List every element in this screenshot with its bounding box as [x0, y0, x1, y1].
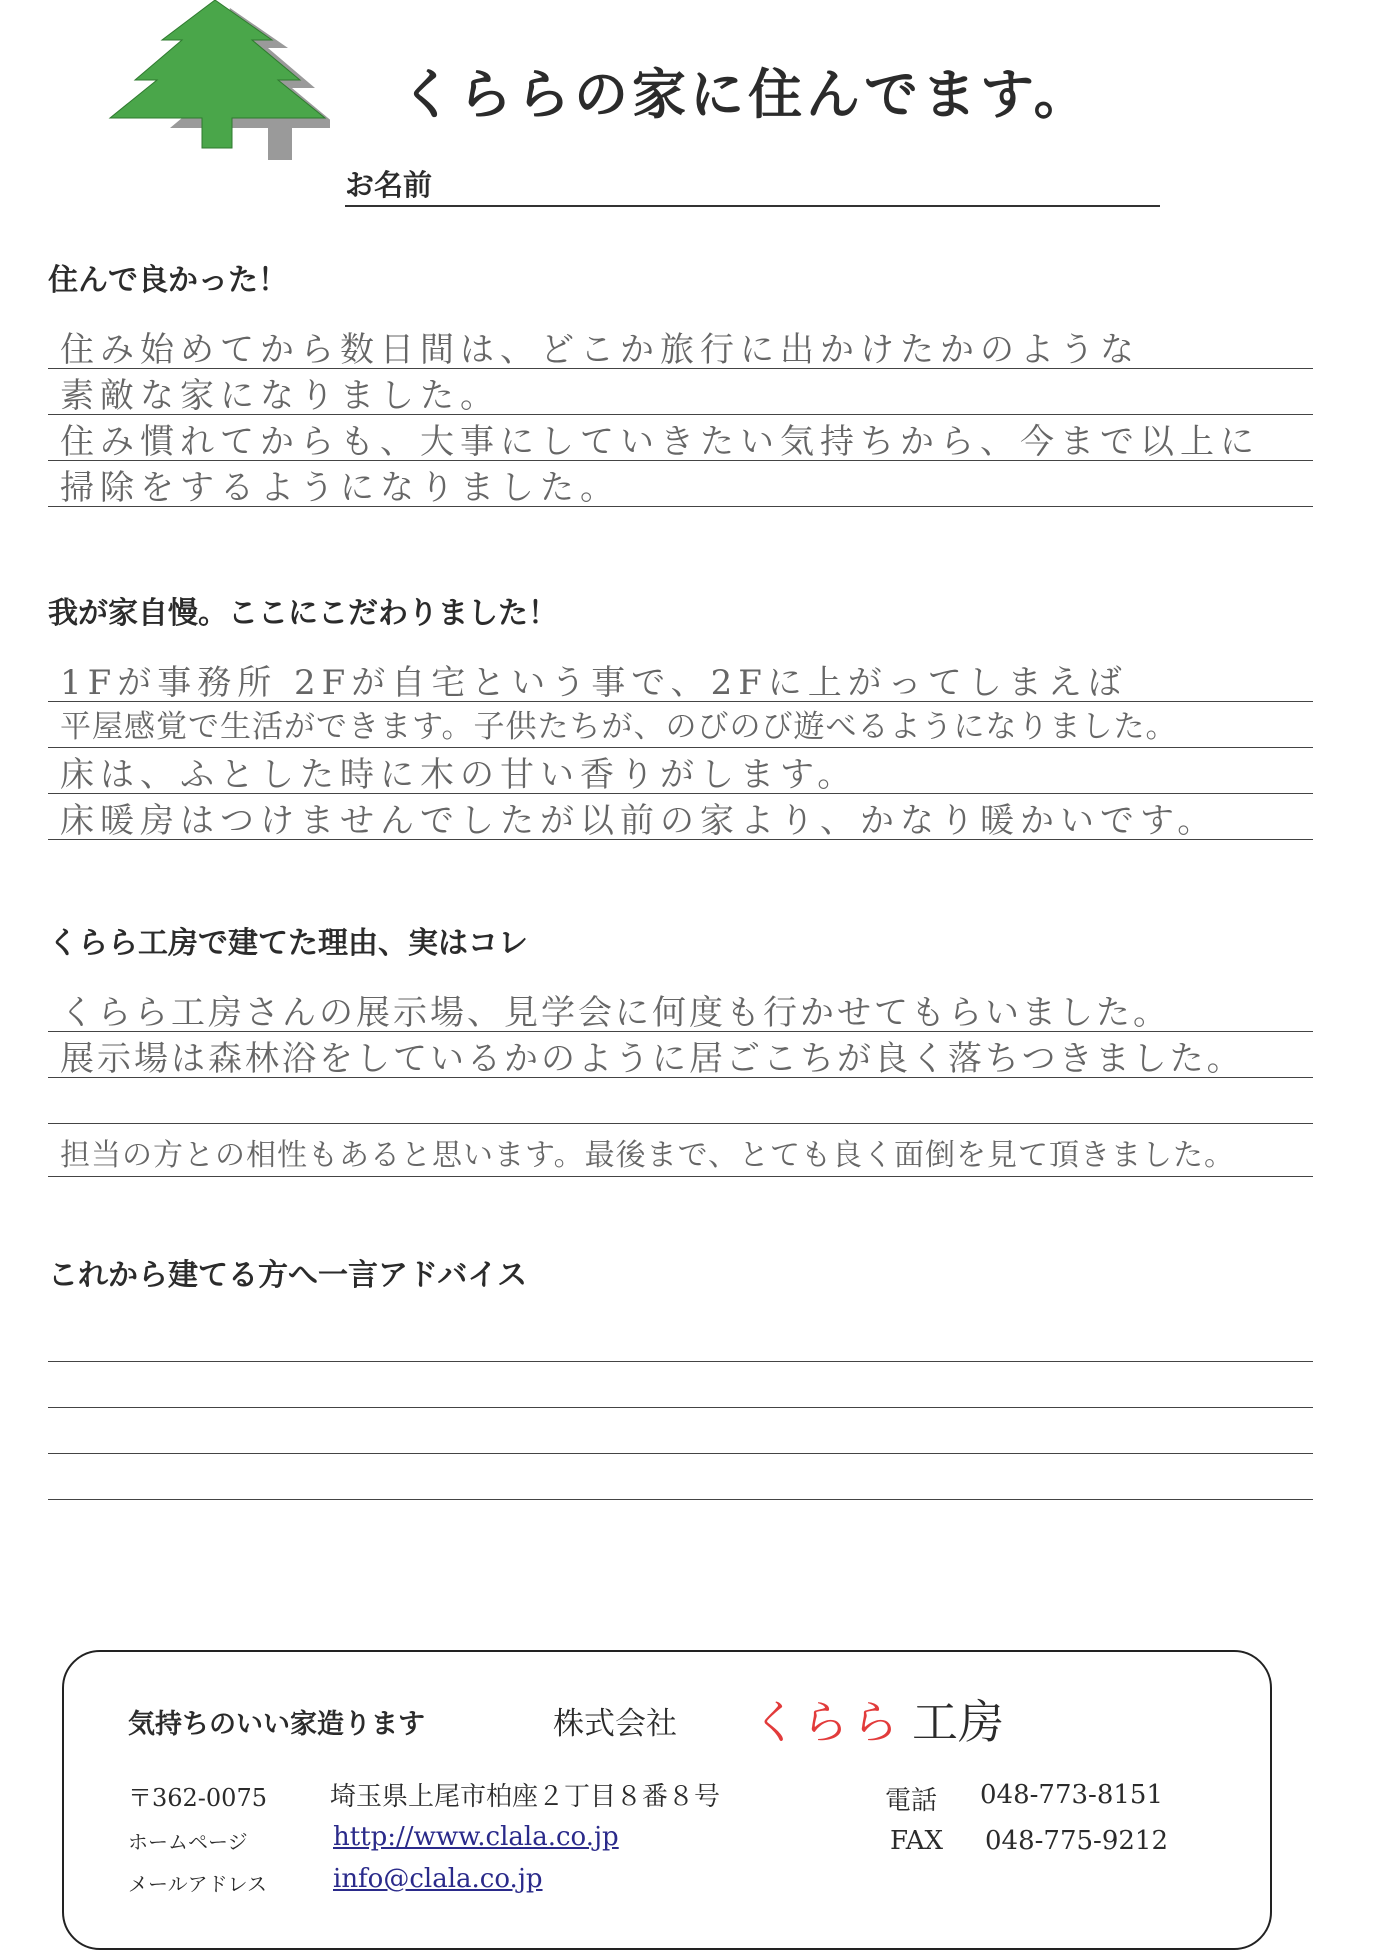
page-title: くららの家に住んでます。 — [400, 63, 1092, 126]
company-prefix: 株式会社 — [553, 1706, 677, 1742]
handwritten-text: 平屋感覚で生活ができます。子供たちが、のびのび遊べるようになりました。 — [60, 709, 1178, 745]
handwritten-text: 住み始めてから数日間は、どこか旅行に出かけたかのような — [60, 330, 1140, 370]
name-label: お名前 — [345, 168, 433, 202]
tree-logo-icon — [100, 0, 330, 175]
phone-number: 048-773-8151 — [980, 1780, 1163, 1810]
handwritten-text: 床は、ふとした時に木の甘い香りがします。 — [60, 755, 858, 795]
ruled-line — [48, 1077, 1313, 1124]
ruled-line — [48, 1407, 1313, 1454]
ruled-line — [48, 1315, 1313, 1362]
ruled-line — [48, 1361, 1313, 1408]
section-heading-advice: これから建てる方へ一言アドバイス — [48, 1258, 528, 1293]
ruled-line — [48, 1453, 1313, 1500]
handwritten-text: 担当の方との相性もあると思います。最後まで、とても良く面倒を見て頂きました。 — [60, 1138, 1235, 1173]
name-field — [345, 163, 1160, 207]
section-heading-good-points: 住んで良かった！ — [48, 263, 288, 298]
handwritten-text: 床暖房はつけませんでしたが以前の家より、かなり暖かいです。 — [60, 801, 1218, 841]
postal-code: 〒362-0075 — [128, 1784, 267, 1812]
email-label: メールアドレス — [128, 1872, 267, 1896]
section-heading-pride: 我が家自慢。ここにこだわりました！ — [48, 596, 558, 631]
handwritten-text: 素敵な家になりました。 — [60, 376, 500, 416]
address: 埼玉県上尾市柏座２丁目８番８号 — [330, 1782, 721, 1812]
section-heading-reason: くらら工房で建てた理由、実はコレ — [48, 926, 528, 961]
company-suffix: 工房 — [912, 1695, 1004, 1749]
handwritten-text: 掃除をするようになりました。 — [60, 468, 620, 508]
homepage-label: ホームページ — [128, 1830, 248, 1854]
handwritten-text: 展示場は森林浴をしているかのように居ごこちが良く落ちつきました。 — [60, 1039, 1244, 1079]
company-name: くらら — [752, 1695, 902, 1749]
handwritten-text: くらら工房さんの展示場、見学会に何度も行かせてもらいました。 — [60, 993, 1170, 1033]
homepage-link[interactable]: http://www.clala.co.jp — [333, 1822, 619, 1852]
fax-number: 048-775-9212 — [985, 1826, 1168, 1856]
handwritten-text: 1Fが事務所 2Fが自宅という事で、2Fに上がってしまえば — [60, 663, 1128, 703]
footer-slogan: 気持ちのいい家造ります — [128, 1709, 425, 1740]
handwritten-text: 住み慣れてからも、大事にしていきたい気持ちから、今まで以上に — [60, 422, 1260, 462]
fax-label: FAX — [890, 1826, 944, 1856]
phone-label: 電話 — [885, 1786, 938, 1816]
email-link[interactable]: info@clala.co.jp — [333, 1864, 543, 1894]
